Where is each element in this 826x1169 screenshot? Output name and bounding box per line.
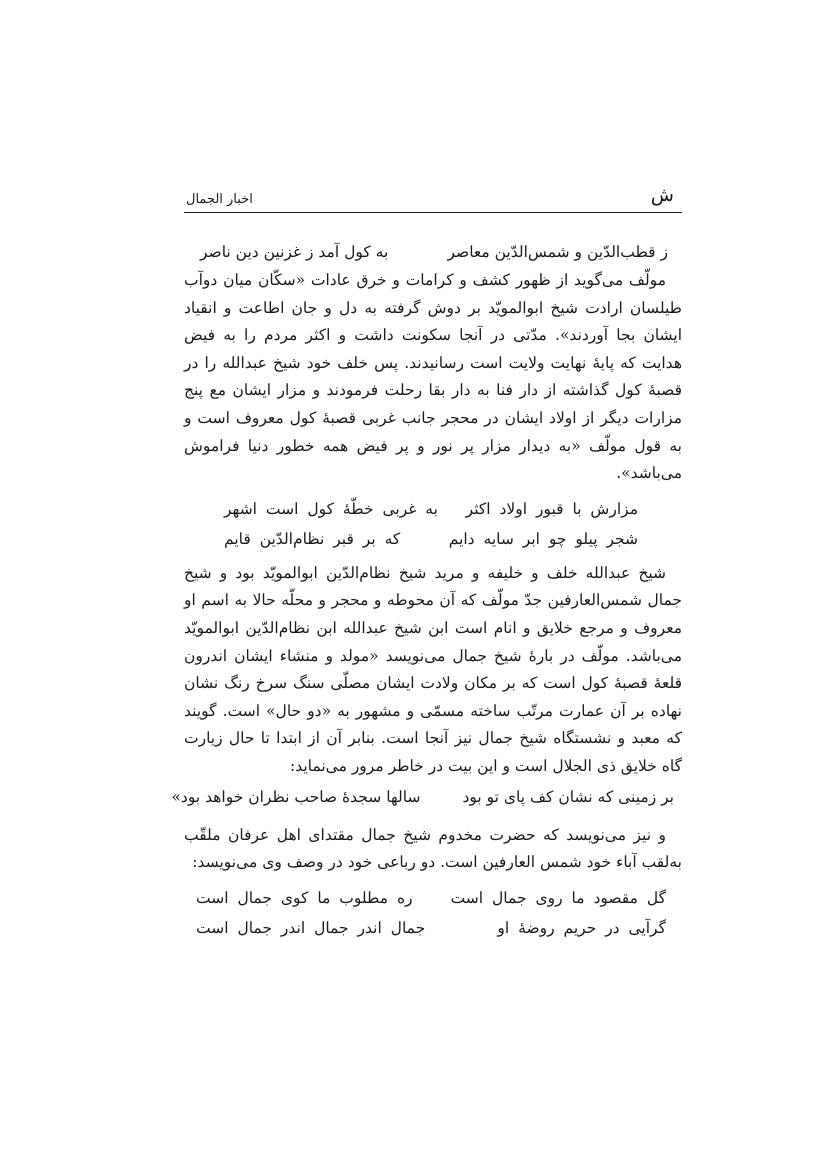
- paragraph-text: شیخ عبدالله خلف و خلیفه و مرید شیخ نظام‌الدّین ابوالمویّد بود و شیخ جمال شمس‌العارفین جدّ مولّف که آن محوطه و محجر و محلّه حالا به اسم او معروف و مرجع خلایق و انام است ابن شیخ عبدالله ابن نظام‌الدّین ابوالمویّد می‌باشد. مولّف در بارهٔ شیخ جمال می‌نویسد «مولد و منشاء ایشان اندرون قلعهٔ قصبهٔ کول است که بر مکان ولادت ایشان مصلّی سنگ سرخ رنگ نشان نهاده بر آن عمارت مرتّب ساخته مسمّی و مشهور به «دو حال» است. گویند که معبد و نشستگاه شیخ جمال نیز آنجا است. بنابر آن از ابتدا تا حال زیارت گاه خلایق ذی الجلال است و این بیت در خاطر مرور می‌نماید:: [184, 563, 682, 775]
- verse-hemistich-1: شجر پیلو چو ابر سایه دایم: [448, 529, 638, 548]
- verse-line: [198, 238, 682, 267]
- page-number: ش: [650, 184, 674, 206]
- paragraph: [184, 822, 682, 877]
- verse-hemistich-2: به کول آمد ز غزنین دین ناصر: [200, 243, 389, 261]
- couplet: [184, 494, 682, 554]
- verse-line: [171, 783, 682, 812]
- verse-line: [184, 524, 682, 554]
- verse-hemistich-2: به غربی خطّهٔ کول است اشهر: [224, 499, 438, 518]
- verse-line: [184, 883, 682, 913]
- verse-line: [184, 494, 682, 524]
- verse-line: [184, 913, 682, 943]
- verse-hemistich-2: ره مطلوب ما کوی جمال است: [196, 888, 413, 907]
- verse-hemistich-1: گرآیی در حریم روضهٔ او: [497, 918, 666, 937]
- verse-hemistich-1: بر زمینی که نشان کف پای تو بود: [462, 787, 674, 806]
- running-title: اخبار الجمال: [186, 192, 253, 207]
- paragraph-text: و نیز می‌نویسد که حضرت مخدوم شیخ جمال مقتدای اهل عرفان ملقّب به‌لقب آباء خود شمس العارفین است. دو رباعی خود در وصف وی می‌نویسد:: [184, 825, 682, 872]
- paragraph: [184, 267, 682, 488]
- paragraph: [184, 560, 682, 781]
- verse-hemistich-1: ز قطب‌الدّین و شمس‌الدّین معاصر: [447, 243, 668, 261]
- verse-hemistich-2: که بر قبر نظام‌الدّین قایم: [224, 529, 401, 548]
- page-header: [184, 186, 682, 213]
- verse-hemistich-2: سالها سجدهٔ صاحب نظران خواهد بود»: [171, 787, 421, 806]
- verse-hemistich-1: گل مقصود ما روی جمال است: [450, 888, 666, 907]
- verse-hemistich-2: جمال اندر جمال اندر جمال است: [196, 918, 426, 937]
- rubai: [184, 883, 682, 943]
- paragraph-text: مولّف می‌گوید از ظهور کشف و کرامات و خرق عادات «سکّان میان دوآب طیلسان ارادت شیخ ابوالمویّد بر دوش گرفته به دل و جان اطاعت و انقیاد ایشان بجا آوردند». مدّتی در آنجا سکونت داشت و اکثر مردم را به فیض هدایت که پایهٔ نهایت ولایت است رسانیدند. پس خلف خود شیخ عبدالله را در قصبهٔ کول گذاشته از دار فنا به دار بقا رحلت فرمودند و مزار ایشان مع پنج مزارات دیگر از اولاد ایشان در محجر جانب غربی قصبهٔ کول معروف است و به قول مولّف «به دیدار مزار پر نور و پر فیض همه خطور دنیا فراموش می‌باشد».: [184, 271, 682, 483]
- body-text: [171, 238, 682, 943]
- verse-hemistich-1: مزارش با قبور اولاد اکثر: [465, 499, 638, 518]
